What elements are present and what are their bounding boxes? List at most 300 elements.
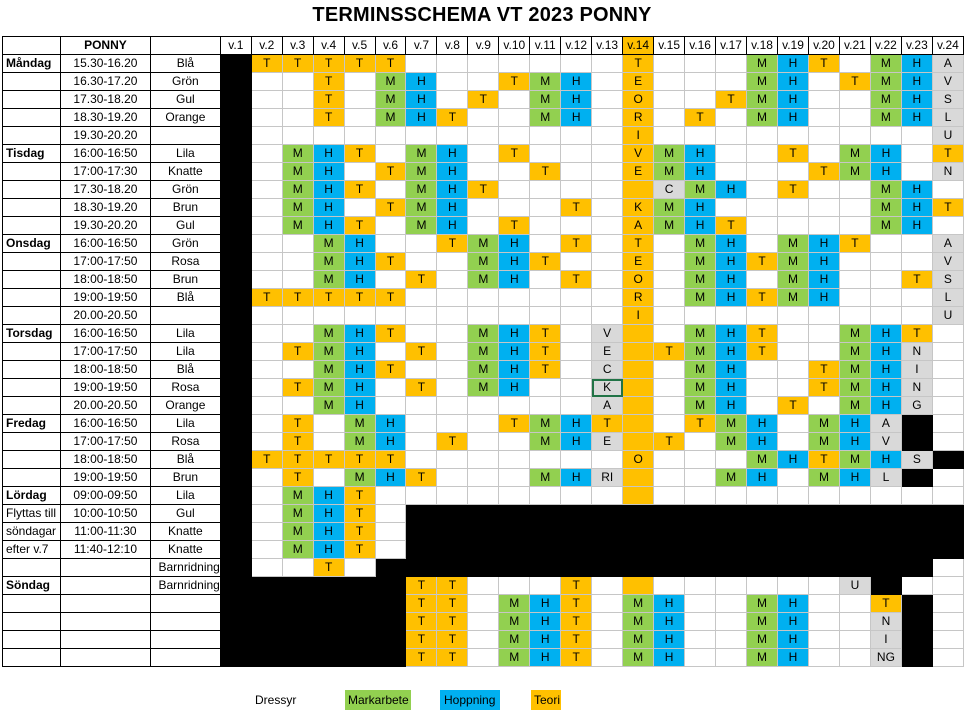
- week-cell[interactable]: M: [313, 361, 344, 379]
- week-cell[interactable]: H: [437, 163, 468, 181]
- week-cell[interactable]: [561, 361, 592, 379]
- week-cell[interactable]: T: [437, 613, 468, 631]
- week-cell[interactable]: [716, 127, 747, 145]
- week-cell[interactable]: [375, 343, 406, 361]
- week-cell[interactable]: [282, 577, 313, 595]
- week-cell[interactable]: [685, 577, 716, 595]
- week-cell[interactable]: M: [282, 181, 313, 199]
- week-cell[interactable]: [778, 541, 809, 559]
- week-cell[interactable]: M: [839, 451, 870, 469]
- week-cell[interactable]: [375, 559, 406, 577]
- week-cell[interactable]: T: [437, 577, 468, 595]
- week-cell[interactable]: M: [685, 325, 716, 343]
- week-cell[interactable]: [530, 271, 561, 289]
- day-cell[interactable]: [3, 271, 61, 289]
- week-cell[interactable]: H: [685, 199, 716, 217]
- week-cell[interactable]: M: [375, 73, 406, 91]
- week-cell[interactable]: E: [623, 73, 654, 91]
- week-cell[interactable]: [282, 91, 313, 109]
- week-cell[interactable]: M: [685, 289, 716, 307]
- week-cell[interactable]: T: [437, 109, 468, 127]
- week-cell[interactable]: H: [870, 325, 901, 343]
- week-cell[interactable]: H: [499, 325, 530, 343]
- week-cell[interactable]: [499, 163, 530, 181]
- group-cell[interactable]: [150, 127, 220, 145]
- week-cell[interactable]: [747, 397, 778, 415]
- week-cell[interactable]: T: [747, 253, 778, 271]
- week-cell[interactable]: H: [499, 343, 530, 361]
- week-cell[interactable]: H: [839, 433, 870, 451]
- week-cell[interactable]: T: [499, 217, 530, 235]
- week-cell[interactable]: [932, 523, 963, 541]
- week-cell[interactable]: M: [623, 613, 654, 631]
- week-cell[interactable]: [530, 145, 561, 163]
- week-cell[interactable]: [437, 451, 468, 469]
- week-cell[interactable]: [808, 325, 839, 343]
- week-cell[interactable]: [747, 163, 778, 181]
- week-cell[interactable]: [375, 145, 406, 163]
- week-cell[interactable]: [251, 613, 282, 631]
- week-cell[interactable]: H: [716, 253, 747, 271]
- week-cell[interactable]: [901, 631, 932, 649]
- group-cell[interactable]: Rosa: [150, 433, 220, 451]
- week-cell[interactable]: [592, 631, 623, 649]
- week-cell[interactable]: [468, 469, 499, 487]
- week-cell[interactable]: H: [437, 181, 468, 199]
- week-cell[interactable]: [839, 595, 870, 613]
- week-cell[interactable]: [808, 559, 839, 577]
- week-cell[interactable]: T: [685, 109, 716, 127]
- week-cell[interactable]: T: [808, 361, 839, 379]
- week-cell[interactable]: [716, 613, 747, 631]
- day-cell[interactable]: [3, 73, 61, 91]
- week-cell[interactable]: T: [313, 559, 344, 577]
- week-cell[interactable]: [592, 145, 623, 163]
- week-cell[interactable]: [685, 91, 716, 109]
- time-cell[interactable]: 16:00-16:50: [60, 145, 150, 163]
- week-cell[interactable]: H: [808, 271, 839, 289]
- week-cell[interactable]: M: [685, 343, 716, 361]
- week-cell[interactable]: [220, 127, 251, 145]
- week-cell[interactable]: [932, 217, 963, 235]
- week-cell[interactable]: [623, 541, 654, 559]
- week-cell[interactable]: [499, 181, 530, 199]
- week-cell[interactable]: [406, 397, 437, 415]
- week-cell[interactable]: H: [778, 55, 809, 73]
- week-cell[interactable]: [437, 487, 468, 505]
- week-cell[interactable]: [313, 595, 344, 613]
- week-cell[interactable]: [437, 325, 468, 343]
- week-cell[interactable]: M: [808, 415, 839, 433]
- day-cell[interactable]: [3, 253, 61, 271]
- week-cell[interactable]: [251, 595, 282, 613]
- week-cell[interactable]: [778, 127, 809, 145]
- week-cell[interactable]: [437, 397, 468, 415]
- week-cell[interactable]: T: [282, 415, 313, 433]
- week-cell[interactable]: [623, 379, 654, 397]
- week-cell[interactable]: C: [592, 361, 623, 379]
- week-cell[interactable]: [839, 613, 870, 631]
- week-cell[interactable]: T: [313, 91, 344, 109]
- day-cell[interactable]: [3, 127, 61, 145]
- week-cell[interactable]: V: [932, 73, 963, 91]
- week-cell[interactable]: T: [406, 271, 437, 289]
- time-cell[interactable]: 17:00-17:30: [60, 163, 150, 181]
- week-cell[interactable]: [375, 307, 406, 325]
- week-cell[interactable]: M: [654, 217, 685, 235]
- week-cell[interactable]: [778, 217, 809, 235]
- week-cell[interactable]: [901, 487, 932, 505]
- week-cell[interactable]: M: [406, 181, 437, 199]
- week-cell[interactable]: T: [282, 55, 313, 73]
- week-cell[interactable]: [839, 271, 870, 289]
- week-cell[interactable]: [344, 73, 375, 91]
- week-cell[interactable]: [406, 415, 437, 433]
- week-cell[interactable]: M: [468, 271, 499, 289]
- week-cell[interactable]: H: [406, 73, 437, 91]
- day-cell[interactable]: [3, 379, 61, 397]
- week-header[interactable]: v.2: [251, 37, 282, 55]
- week-cell[interactable]: [220, 397, 251, 415]
- week-cell[interactable]: T: [778, 145, 809, 163]
- week-cell[interactable]: [251, 235, 282, 253]
- time-cell[interactable]: [60, 559, 150, 577]
- time-cell[interactable]: 19:00-19:50: [60, 379, 150, 397]
- week-cell[interactable]: [716, 649, 747, 667]
- week-cell[interactable]: H: [499, 361, 530, 379]
- week-cell[interactable]: [406, 253, 437, 271]
- week-cell[interactable]: E: [623, 253, 654, 271]
- week-cell[interactable]: T: [437, 595, 468, 613]
- week-cell[interactable]: T: [313, 55, 344, 73]
- week-cell[interactable]: [282, 271, 313, 289]
- week-cell[interactable]: [282, 361, 313, 379]
- week-cell[interactable]: [220, 595, 251, 613]
- week-cell[interactable]: T: [437, 235, 468, 253]
- week-cell[interactable]: H: [654, 631, 685, 649]
- week-cell[interactable]: I: [623, 307, 654, 325]
- header-blank[interactable]: [150, 37, 220, 55]
- week-cell[interactable]: M: [870, 217, 901, 235]
- week-cell[interactable]: T: [716, 91, 747, 109]
- week-cell[interactable]: H: [870, 451, 901, 469]
- week-cell[interactable]: [406, 541, 437, 559]
- week-cell[interactable]: M: [747, 595, 778, 613]
- day-cell[interactable]: [3, 433, 61, 451]
- week-cell[interactable]: [468, 433, 499, 451]
- week-cell[interactable]: [778, 199, 809, 217]
- week-cell[interactable]: G: [901, 397, 932, 415]
- week-cell[interactable]: H: [747, 433, 778, 451]
- week-cell[interactable]: H: [901, 217, 932, 235]
- week-cell[interactable]: T: [313, 73, 344, 91]
- week-cell[interactable]: [808, 217, 839, 235]
- week-cell[interactable]: [623, 505, 654, 523]
- week-cell[interactable]: [778, 577, 809, 595]
- week-cell[interactable]: M: [839, 397, 870, 415]
- week-cell[interactable]: [685, 469, 716, 487]
- week-cell[interactable]: T: [778, 397, 809, 415]
- week-cell[interactable]: [530, 217, 561, 235]
- week-cell[interactable]: RI: [592, 469, 623, 487]
- week-cell[interactable]: H: [839, 469, 870, 487]
- time-cell[interactable]: [60, 577, 150, 595]
- group-cell[interactable]: [150, 631, 220, 649]
- time-cell[interactable]: 17:00-17:50: [60, 343, 150, 361]
- day-cell[interactable]: [3, 613, 61, 631]
- week-cell[interactable]: [778, 343, 809, 361]
- week-cell[interactable]: [716, 559, 747, 577]
- week-cell[interactable]: H: [530, 649, 561, 667]
- week-header[interactable]: v.5: [344, 37, 375, 55]
- week-cell[interactable]: A: [623, 217, 654, 235]
- week-cell[interactable]: H: [870, 361, 901, 379]
- week-cell[interactable]: [839, 181, 870, 199]
- week-cell[interactable]: T: [344, 55, 375, 73]
- week-cell[interactable]: [932, 505, 963, 523]
- week-cell[interactable]: [932, 415, 963, 433]
- week-header[interactable]: v.24: [932, 37, 963, 55]
- week-cell[interactable]: [901, 469, 932, 487]
- week-cell[interactable]: [220, 289, 251, 307]
- week-cell[interactable]: [220, 181, 251, 199]
- week-cell[interactable]: M: [778, 289, 809, 307]
- group-cell[interactable]: Orange: [150, 397, 220, 415]
- week-cell[interactable]: H: [654, 613, 685, 631]
- week-cell[interactable]: [747, 145, 778, 163]
- group-cell[interactable]: Lila: [150, 415, 220, 433]
- week-cell[interactable]: NG: [870, 649, 901, 667]
- time-cell[interactable]: 17.30-18.20: [60, 181, 150, 199]
- week-cell[interactable]: M: [530, 109, 561, 127]
- week-cell[interactable]: O: [623, 271, 654, 289]
- week-cell[interactable]: M: [839, 325, 870, 343]
- week-cell[interactable]: [220, 109, 251, 127]
- week-cell[interactable]: [220, 253, 251, 271]
- week-cell[interactable]: [499, 541, 530, 559]
- week-cell[interactable]: H: [870, 163, 901, 181]
- week-cell[interactable]: [530, 199, 561, 217]
- week-cell[interactable]: H: [313, 505, 344, 523]
- week-cell[interactable]: M: [623, 595, 654, 613]
- week-cell[interactable]: M: [344, 469, 375, 487]
- day-cell[interactable]: [3, 469, 61, 487]
- time-cell[interactable]: 20.00-20.50: [60, 307, 150, 325]
- week-cell[interactable]: [561, 325, 592, 343]
- week-cell[interactable]: [839, 217, 870, 235]
- week-cell[interactable]: [716, 145, 747, 163]
- week-cell[interactable]: [437, 379, 468, 397]
- week-cell[interactable]: [839, 487, 870, 505]
- week-cell[interactable]: [870, 289, 901, 307]
- week-cell[interactable]: [251, 307, 282, 325]
- week-cell[interactable]: [716, 577, 747, 595]
- week-cell[interactable]: [344, 307, 375, 325]
- week-cell[interactable]: [437, 343, 468, 361]
- week-cell[interactable]: [375, 595, 406, 613]
- day-cell[interactable]: [3, 289, 61, 307]
- group-cell[interactable]: Grön: [150, 181, 220, 199]
- week-cell[interactable]: [282, 397, 313, 415]
- week-cell[interactable]: M: [778, 271, 809, 289]
- week-cell[interactable]: T: [530, 361, 561, 379]
- week-cell[interactable]: T: [251, 55, 282, 73]
- week-cell[interactable]: [437, 505, 468, 523]
- day-cell[interactable]: [3, 649, 61, 667]
- week-cell[interactable]: [282, 595, 313, 613]
- week-cell[interactable]: [251, 541, 282, 559]
- week-cell[interactable]: H: [716, 379, 747, 397]
- week-cell[interactable]: [468, 631, 499, 649]
- week-cell[interactable]: [623, 577, 654, 595]
- week-cell[interactable]: [375, 649, 406, 667]
- week-cell[interactable]: [499, 487, 530, 505]
- time-cell[interactable]: 20.00-20.50: [60, 397, 150, 415]
- week-cell[interactable]: [375, 235, 406, 253]
- week-cell[interactable]: M: [344, 415, 375, 433]
- week-cell[interactable]: [468, 559, 499, 577]
- week-cell[interactable]: [406, 559, 437, 577]
- week-cell[interactable]: H: [530, 613, 561, 631]
- time-cell[interactable]: [60, 613, 150, 631]
- week-cell[interactable]: [592, 127, 623, 145]
- week-cell[interactable]: M: [530, 415, 561, 433]
- week-cell[interactable]: [623, 361, 654, 379]
- week-cell[interactable]: [716, 631, 747, 649]
- week-cell[interactable]: [592, 451, 623, 469]
- day-cell[interactable]: Onsdag: [3, 235, 61, 253]
- week-cell[interactable]: [437, 541, 468, 559]
- week-header[interactable]: v.17: [716, 37, 747, 55]
- week-cell[interactable]: [932, 613, 963, 631]
- week-cell[interactable]: [437, 415, 468, 433]
- week-cell[interactable]: [839, 109, 870, 127]
- week-cell[interactable]: [932, 631, 963, 649]
- week-cell[interactable]: [282, 325, 313, 343]
- week-cell[interactable]: [592, 235, 623, 253]
- week-cell[interactable]: [220, 217, 251, 235]
- week-cell[interactable]: T: [375, 55, 406, 73]
- week-cell[interactable]: [220, 433, 251, 451]
- week-cell[interactable]: M: [716, 469, 747, 487]
- week-cell[interactable]: [839, 559, 870, 577]
- week-cell[interactable]: [685, 559, 716, 577]
- week-cell[interactable]: T: [901, 271, 932, 289]
- week-cell[interactable]: M: [282, 505, 313, 523]
- week-cell[interactable]: H: [499, 379, 530, 397]
- week-cell[interactable]: H: [685, 145, 716, 163]
- week-cell[interactable]: [870, 541, 901, 559]
- week-cell[interactable]: M: [468, 379, 499, 397]
- week-cell[interactable]: [747, 361, 778, 379]
- week-cell[interactable]: [778, 505, 809, 523]
- week-cell[interactable]: [220, 361, 251, 379]
- week-header[interactable]: v.3: [282, 37, 313, 55]
- week-cell[interactable]: I: [623, 127, 654, 145]
- week-cell[interactable]: [282, 631, 313, 649]
- week-cell[interactable]: [251, 649, 282, 667]
- time-cell[interactable]: [60, 649, 150, 667]
- group-cell[interactable]: [150, 649, 220, 667]
- time-cell[interactable]: 17:00-17:50: [60, 433, 150, 451]
- week-cell[interactable]: H: [778, 451, 809, 469]
- week-cell[interactable]: T: [870, 595, 901, 613]
- week-cell[interactable]: [313, 631, 344, 649]
- week-cell[interactable]: T: [313, 289, 344, 307]
- week-cell[interactable]: [468, 55, 499, 73]
- week-cell[interactable]: M: [313, 271, 344, 289]
- week-cell[interactable]: [375, 271, 406, 289]
- week-cell[interactable]: [808, 91, 839, 109]
- week-cell[interactable]: [468, 523, 499, 541]
- week-cell[interactable]: [592, 505, 623, 523]
- week-cell[interactable]: [685, 595, 716, 613]
- week-cell[interactable]: [808, 145, 839, 163]
- week-cell[interactable]: [870, 235, 901, 253]
- week-cell[interactable]: H: [530, 595, 561, 613]
- week-cell[interactable]: H: [344, 325, 375, 343]
- week-cell[interactable]: [468, 595, 499, 613]
- week-cell[interactable]: [716, 595, 747, 613]
- day-cell[interactable]: Fredag: [3, 415, 61, 433]
- week-cell[interactable]: T: [747, 289, 778, 307]
- day-cell[interactable]: [3, 451, 61, 469]
- week-cell[interactable]: [623, 343, 654, 361]
- week-cell[interactable]: H: [313, 523, 344, 541]
- week-cell[interactable]: T: [282, 379, 313, 397]
- week-cell[interactable]: H: [561, 469, 592, 487]
- week-cell[interactable]: [839, 91, 870, 109]
- week-cell[interactable]: O: [623, 91, 654, 109]
- week-cell[interactable]: H: [685, 217, 716, 235]
- week-cell[interactable]: T: [468, 181, 499, 199]
- week-cell[interactable]: [685, 433, 716, 451]
- week-cell[interactable]: T: [499, 145, 530, 163]
- week-cell[interactable]: T: [282, 451, 313, 469]
- week-cell[interactable]: T: [623, 235, 654, 253]
- week-cell[interactable]: M: [344, 433, 375, 451]
- day-cell[interactable]: [3, 343, 61, 361]
- week-cell[interactable]: M: [313, 235, 344, 253]
- week-cell[interactable]: [220, 505, 251, 523]
- week-cell[interactable]: T: [530, 343, 561, 361]
- week-cell[interactable]: [654, 451, 685, 469]
- week-cell[interactable]: [437, 271, 468, 289]
- day-cell[interactable]: efter v.7: [3, 541, 61, 559]
- week-cell[interactable]: [499, 559, 530, 577]
- week-cell[interactable]: [220, 415, 251, 433]
- week-cell[interactable]: [220, 469, 251, 487]
- week-cell[interactable]: T: [406, 595, 437, 613]
- week-cell[interactable]: [530, 523, 561, 541]
- week-cell[interactable]: [747, 199, 778, 217]
- week-cell[interactable]: H: [716, 235, 747, 253]
- week-cell[interactable]: T: [375, 289, 406, 307]
- week-cell[interactable]: M: [530, 433, 561, 451]
- week-cell[interactable]: [220, 325, 251, 343]
- week-cell[interactable]: M: [870, 109, 901, 127]
- week-cell[interactable]: [747, 523, 778, 541]
- week-cell[interactable]: [530, 577, 561, 595]
- week-cell[interactable]: [220, 559, 251, 577]
- week-cell[interactable]: H: [344, 235, 375, 253]
- day-cell[interactable]: [3, 307, 61, 325]
- time-cell[interactable]: 18.30-19.20: [60, 109, 150, 127]
- week-cell[interactable]: T: [685, 415, 716, 433]
- week-cell[interactable]: [716, 55, 747, 73]
- week-cell[interactable]: C: [654, 181, 685, 199]
- week-cell[interactable]: M: [406, 163, 437, 181]
